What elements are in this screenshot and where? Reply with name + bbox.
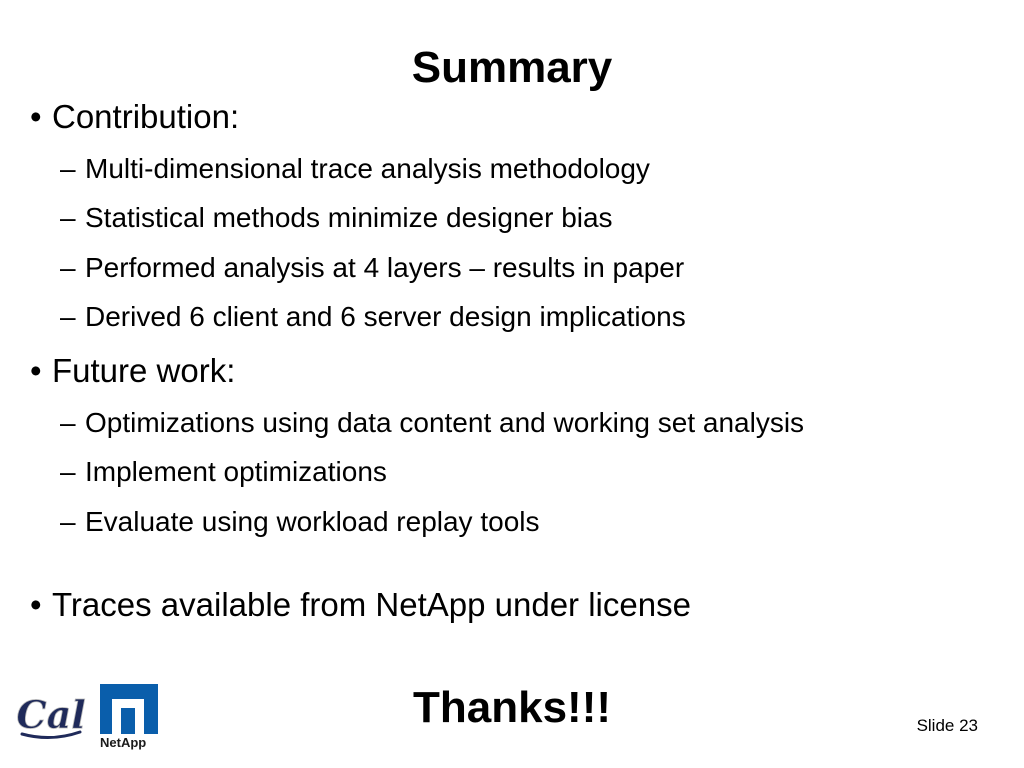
sub-bullet	[60, 251, 684, 285]
bullet-text: Contribution:	[52, 98, 240, 135]
sub-bullet-text: Implement optimizations	[85, 456, 387, 487]
sub-bullet	[60, 152, 650, 186]
dash-glyph: –	[60, 506, 76, 537]
closing-text: Thanks!!!	[413, 683, 611, 732]
sub-bullet	[60, 406, 804, 440]
bullet-text: Traces available from NetApp under license	[52, 586, 691, 623]
dash-glyph: –	[60, 456, 76, 487]
sub-bullet-text: Performed analysis at 4 layers – results in paper	[85, 252, 685, 283]
dash-glyph: –	[60, 407, 76, 438]
sub-bullet-text: Evaluate using workload replay tools	[85, 506, 540, 537]
dash-glyph: –	[60, 252, 76, 283]
sub-bullet-text: Derived 6 client and 6 server design implications	[85, 301, 686, 332]
sub-bullet-text: Statistical methods minimize designer bias	[85, 202, 613, 233]
bullet-traces	[30, 585, 691, 625]
slide-title: Summary	[411, 43, 613, 92]
dash-glyph: –	[60, 202, 76, 233]
bullet-contribution	[30, 97, 239, 137]
sub-bullet	[60, 201, 613, 235]
sub-bullet	[60, 300, 686, 334]
bullet-text: Future work:	[52, 352, 236, 389]
cal-logo-text: Cal	[16, 692, 86, 737]
sub-bullet-text: Optimizations using data content and working set analysis	[85, 407, 805, 438]
dash-glyph: –	[60, 301, 76, 332]
bullet-glyph: •	[30, 98, 42, 135]
dash-glyph: –	[60, 153, 76, 184]
sub-bullet	[60, 455, 387, 489]
sub-bullet-text: Multi-dimensional trace analysis methodology	[85, 153, 650, 184]
netapp-logo-label: NetApp	[100, 735, 147, 750]
sub-bullet	[60, 505, 539, 539]
bullet-future-work	[30, 351, 235, 391]
bullet-glyph: •	[30, 586, 42, 623]
slide-number: Slide 23	[916, 716, 978, 735]
bullet-glyph: •	[30, 352, 42, 389]
